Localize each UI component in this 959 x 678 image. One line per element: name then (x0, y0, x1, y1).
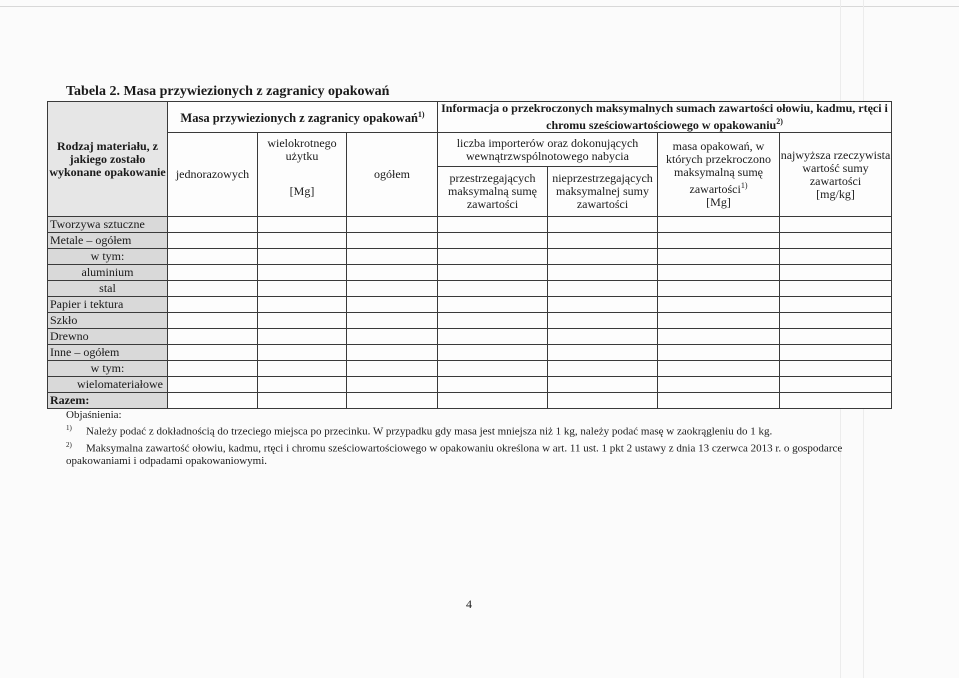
table-cell[interactable] (347, 393, 438, 409)
table-row (48, 217, 892, 233)
row-label: Inne – ogółem (48, 345, 168, 361)
row-label: Razem: (48, 393, 168, 409)
table-cell[interactable] (347, 265, 438, 281)
table-row (48, 313, 892, 329)
table-row (48, 393, 892, 409)
table-cell[interactable] (658, 329, 780, 345)
table-cell[interactable] (258, 361, 347, 377)
table-cell[interactable] (548, 281, 658, 297)
table-cell[interactable] (258, 313, 347, 329)
table-cell[interactable] (168, 345, 258, 361)
table-cell[interactable] (168, 281, 258, 297)
header-unit-mg: [Mg] (258, 167, 347, 217)
table-title: Tabela 2. Masa przywiezionych z zagranicy opakowań (66, 84, 390, 99)
table-cell[interactable] (438, 361, 548, 377)
table-cell[interactable] (347, 297, 438, 313)
table-cell[interactable] (780, 345, 892, 361)
table-cell[interactable] (347, 345, 438, 361)
table-cell[interactable] (548, 377, 658, 393)
table-cell[interactable] (258, 297, 347, 313)
table-cell[interactable] (548, 393, 658, 409)
table-cell[interactable] (347, 233, 438, 249)
table-cell[interactable] (347, 217, 438, 233)
table-cell[interactable] (168, 393, 258, 409)
header-material: Rodzaj materiału, z jakiego zostało wykonane opakowanie (48, 102, 168, 217)
table-cell[interactable] (548, 217, 658, 233)
header-importers: liczba importerów oraz dokonujących wewnątrzwspólnotowego nabycia (438, 133, 658, 167)
table-cell[interactable] (168, 217, 258, 233)
table-cell[interactable] (658, 361, 780, 377)
header-single-use: jednorazowych (168, 133, 258, 217)
note-1: $^{1)}$ Należy podać z dokładnością do trzeciego miejsca po przecinku. W przypadku gdy masa jest mniejsza niż 1 kg, należy podać masę w zaokrągleniu do 1 kg. (66, 424, 773, 438)
table-cell[interactable] (548, 361, 658, 377)
table-row (48, 377, 892, 393)
table-cell[interactable] (658, 313, 780, 329)
table-cell[interactable] (780, 361, 892, 377)
table-cell[interactable] (548, 265, 658, 281)
table-cell[interactable] (258, 281, 347, 297)
table-row (48, 345, 892, 361)
row-label: Drewno (48, 329, 168, 345)
table-cell[interactable] (438, 265, 548, 281)
table-cell[interactable] (168, 265, 258, 281)
table-row (48, 361, 892, 377)
table-cell[interactable] (548, 233, 658, 249)
table-cell[interactable] (780, 265, 892, 281)
table-cell[interactable] (658, 265, 780, 281)
table-cell[interactable] (438, 249, 548, 265)
row-label: w tym: (48, 361, 168, 377)
header-info-group: Informacja o przekroczonych maksymalnych sumach zawartości ołowiu, kadmu, rtęci i chromu sześciowartościowego w opakowaniu$^{2)}$ (438, 102, 892, 133)
table-cell[interactable] (658, 345, 780, 361)
table-cell[interactable] (258, 345, 347, 361)
table-cell[interactable] (780, 393, 892, 409)
table-cell[interactable] (780, 217, 892, 233)
header-total: ogółem (347, 133, 438, 217)
row-label: Szkło (48, 313, 168, 329)
table-cell[interactable] (438, 329, 548, 345)
table-cell[interactable] (168, 361, 258, 377)
table-cell[interactable] (258, 329, 347, 345)
row-label: Papier i tektura (48, 297, 168, 313)
table-cell[interactable] (780, 329, 892, 345)
table-cell[interactable] (168, 233, 258, 249)
table-cell[interactable] (168, 313, 258, 329)
table-cell[interactable] (780, 377, 892, 393)
table-row (48, 265, 892, 281)
table-cell[interactable] (780, 297, 892, 313)
top-rule (0, 6, 959, 7)
table-cell[interactable] (347, 377, 438, 393)
row-label: stal (48, 281, 168, 297)
table-cell[interactable] (548, 345, 658, 361)
table-cell[interactable] (347, 249, 438, 265)
table-cell[interactable] (347, 329, 438, 345)
table-cell[interactable] (347, 313, 438, 329)
table-cell[interactable] (258, 249, 347, 265)
table-cell[interactable] (168, 249, 258, 265)
table-cell[interactable] (168, 377, 258, 393)
notes (66, 409, 906, 468)
table-cell[interactable] (258, 377, 347, 393)
table-row (48, 233, 892, 249)
table-cell[interactable] (438, 377, 548, 393)
row-label: Metale – ogółem (48, 233, 168, 249)
table-cell[interactable] (780, 281, 892, 297)
table-cell[interactable] (658, 233, 780, 249)
table-cell[interactable] (438, 393, 548, 409)
table-row (48, 329, 892, 345)
table-cell[interactable] (168, 329, 258, 345)
header-compliant: przestrzegających maksymalną sumę zawartości (438, 167, 548, 217)
table-cell[interactable] (658, 281, 780, 297)
table-cell[interactable] (438, 313, 548, 329)
table-cell[interactable] (780, 233, 892, 249)
header-noncompliant: nieprzestrzegających maksymalnej sumy zawartości (548, 167, 658, 217)
header-mass-group: Masa przywiezionych z zagranicy opakowań$^{1)}$ (168, 102, 438, 133)
table-cell[interactable] (438, 233, 548, 249)
table-cell[interactable] (548, 329, 658, 345)
table-cell[interactable] (548, 249, 658, 265)
header-reusable: wielokrotnego użytku (258, 133, 347, 167)
table-cell[interactable] (258, 233, 347, 249)
row-label: w tym: (48, 249, 168, 265)
table-cell[interactable] (258, 393, 347, 409)
header-highest-value: najwyższa rzeczywista wartość sumy zawartości [mg/kg] (780, 133, 892, 217)
row-label: aluminium (48, 265, 168, 281)
table-cell[interactable] (548, 313, 658, 329)
table-cell[interactable] (347, 361, 438, 377)
page-number: 4 (466, 597, 472, 611)
row-label: wielomateriałowe (48, 377, 168, 393)
table-cell[interactable] (658, 249, 780, 265)
table-row (48, 281, 892, 297)
table-cell[interactable] (658, 297, 780, 313)
table-row (48, 297, 892, 313)
table-cell[interactable] (168, 297, 258, 313)
table-cell[interactable] (438, 217, 548, 233)
table-cell[interactable] (658, 393, 780, 409)
table-cell[interactable] (780, 313, 892, 329)
mass-table (47, 101, 892, 409)
table-cell[interactable] (548, 297, 658, 313)
table-cell[interactable] (658, 377, 780, 393)
table-cell[interactable] (258, 265, 347, 281)
notes-heading: Objaśnienia: (66, 409, 122, 421)
table-cell[interactable] (780, 249, 892, 265)
table-cell[interactable] (258, 217, 347, 233)
table-cell[interactable] (438, 281, 548, 297)
table-cell[interactable] (658, 217, 780, 233)
table-cell[interactable] (347, 281, 438, 297)
header-mass-exceeded: masa opakowań, w których przekroczono maksymalną sumę zawartości$^{1)}$ [Mg] (658, 133, 780, 217)
row-label: Tworzywa sztuczne (48, 217, 168, 233)
note-2: $^{2)}$ Maksymalna zawartość ołowiu, kadmu, rtęci i chromu sześciowartościowego w opakowaniu określona w art. 11 ust. 1 pkt 2 ustawy z dnia 13 czerwca 2013 r. o gospodarce opakowaniami i odpadami opakowaniowymi. (66, 440, 843, 468)
table-row (48, 249, 892, 265)
table-cell[interactable] (438, 345, 548, 361)
table-cell[interactable] (438, 297, 548, 313)
